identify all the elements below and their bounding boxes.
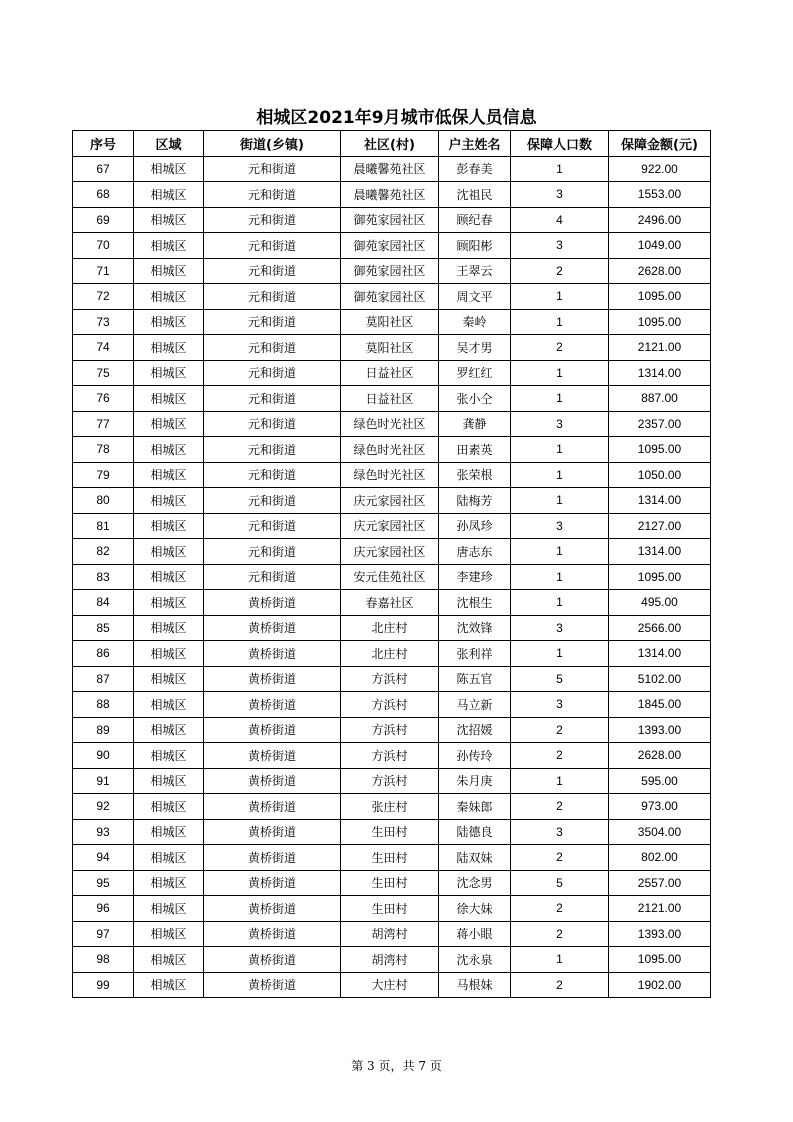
cell-community: 生田村 (341, 870, 439, 896)
cell-district: 相城区 (134, 156, 204, 182)
cell-index: 95 (73, 870, 134, 896)
table-row (73, 947, 711, 973)
cell-street: 元和街道 (204, 513, 341, 539)
cell-index: 89 (73, 717, 134, 743)
cell-street: 元和街道 (204, 360, 341, 386)
cell-householder: 罗红红 (439, 360, 511, 386)
cell-householder: 沈念男 (439, 870, 511, 896)
cell-householder: 孙凤珍 (439, 513, 511, 539)
table-row (73, 921, 711, 947)
cell-people-count: 1 (511, 437, 609, 463)
cell-community: 春嘉社区 (341, 590, 439, 616)
cell-people-count: 4 (511, 207, 609, 233)
cell-street: 元和街道 (204, 462, 341, 488)
table-row (73, 539, 711, 565)
cell-amount: 1393.00 (609, 717, 711, 743)
table-row (73, 717, 711, 743)
cell-index: 80 (73, 488, 134, 514)
cell-people-count: 3 (511, 182, 609, 208)
cell-community: 大庄村 (341, 972, 439, 998)
cell-community: 庆元家园社区 (341, 539, 439, 565)
cell-people-count: 1 (511, 564, 609, 590)
cell-amount: 1095.00 (609, 437, 711, 463)
cell-householder: 沈根生 (439, 590, 511, 616)
cell-amount: 1095.00 (609, 309, 711, 335)
cell-district: 相城区 (134, 335, 204, 361)
cell-index: 83 (73, 564, 134, 590)
cell-index: 96 (73, 896, 134, 922)
cell-district: 相城区 (134, 539, 204, 565)
cell-community: 方浜村 (341, 666, 439, 692)
cell-street: 元和街道 (204, 233, 341, 259)
cell-amount: 802.00 (609, 845, 711, 871)
cell-people-count: 1 (511, 768, 609, 794)
cell-street: 黄桥街道 (204, 666, 341, 692)
cell-householder: 张利祥 (439, 641, 511, 667)
cell-householder: 陆德良 (439, 819, 511, 845)
cell-index: 87 (73, 666, 134, 692)
cell-people-count: 2 (511, 845, 609, 871)
cell-people-count: 1 (511, 590, 609, 616)
cell-index: 85 (73, 615, 134, 641)
cell-amount: 973.00 (609, 794, 711, 820)
cell-householder: 沈祖民 (439, 182, 511, 208)
table-row (73, 641, 711, 667)
cell-amount: 2628.00 (609, 743, 711, 769)
cell-amount: 922.00 (609, 156, 711, 182)
cell-district: 相城区 (134, 666, 204, 692)
table-row (73, 564, 711, 590)
cell-street: 黄桥街道 (204, 972, 341, 998)
table-row (73, 666, 711, 692)
cell-street: 黄桥街道 (204, 717, 341, 743)
cell-amount: 2121.00 (609, 896, 711, 922)
cell-amount: 2557.00 (609, 870, 711, 896)
cell-community: 安元佳苑社区 (341, 564, 439, 590)
cell-community: 御苑家园社区 (341, 284, 439, 310)
table-row (73, 870, 711, 896)
cell-householder: 秦岭 (439, 309, 511, 335)
cell-district: 相城区 (134, 207, 204, 233)
cell-people-count: 2 (511, 921, 609, 947)
table-row (73, 590, 711, 616)
cell-people-count: 1 (511, 539, 609, 565)
cell-householder: 唐志东 (439, 539, 511, 565)
header-people-count: 保障人口数 (511, 131, 609, 157)
cell-street: 元和街道 (204, 309, 341, 335)
cell-householder: 徐大妹 (439, 896, 511, 922)
cell-street: 元和街道 (204, 258, 341, 284)
cell-index: 78 (73, 437, 134, 463)
cell-index: 79 (73, 462, 134, 488)
cell-people-count: 3 (511, 513, 609, 539)
cell-householder: 彭春美 (439, 156, 511, 182)
cell-amount: 1393.00 (609, 921, 711, 947)
table-row (73, 896, 711, 922)
cell-amount: 2496.00 (609, 207, 711, 233)
cell-amount: 2357.00 (609, 411, 711, 437)
cell-householder: 马立新 (439, 692, 511, 718)
cell-people-count: 3 (511, 233, 609, 259)
table-row (73, 335, 711, 361)
cell-district: 相城区 (134, 258, 204, 284)
cell-people-count: 5 (511, 666, 609, 692)
cell-community: 莫阳社区 (341, 309, 439, 335)
cell-amount: 1095.00 (609, 284, 711, 310)
cell-amount: 2566.00 (609, 615, 711, 641)
cell-street: 元和街道 (204, 335, 341, 361)
cell-index: 86 (73, 641, 134, 667)
cell-district: 相城区 (134, 437, 204, 463)
cell-householder: 孙传玲 (439, 743, 511, 769)
cell-amount: 1095.00 (609, 947, 711, 973)
cell-householder: 蒋小眼 (439, 921, 511, 947)
cell-street: 黄桥街道 (204, 743, 341, 769)
cell-community: 绿色时光社区 (341, 411, 439, 437)
cell-street: 元和街道 (204, 284, 341, 310)
header-index: 序号 (73, 131, 134, 157)
cell-householder: 朱月庚 (439, 768, 511, 794)
cell-street: 黄桥街道 (204, 615, 341, 641)
cell-street: 黄桥街道 (204, 870, 341, 896)
cell-district: 相城区 (134, 360, 204, 386)
cell-community: 北庄村 (341, 641, 439, 667)
cell-amount: 5102.00 (609, 666, 711, 692)
cell-community: 绿色时光社区 (341, 437, 439, 463)
table-row (73, 462, 711, 488)
cell-district: 相城区 (134, 641, 204, 667)
cell-amount: 887.00 (609, 386, 711, 412)
cell-street: 元和街道 (204, 207, 341, 233)
welfare-table (72, 130, 711, 998)
cell-householder: 张小仝 (439, 386, 511, 412)
cell-index: 75 (73, 360, 134, 386)
cell-district: 相城区 (134, 921, 204, 947)
cell-people-count: 2 (511, 794, 609, 820)
cell-street: 黄桥街道 (204, 768, 341, 794)
cell-amount: 3504.00 (609, 819, 711, 845)
cell-district: 相城区 (134, 896, 204, 922)
header-community: 社区(村) (341, 131, 439, 157)
cell-community: 莫阳社区 (341, 335, 439, 361)
cell-district: 相城区 (134, 462, 204, 488)
cell-people-count: 5 (511, 870, 609, 896)
cell-district: 相城区 (134, 819, 204, 845)
cell-people-count: 2 (511, 743, 609, 769)
cell-people-count: 2 (511, 717, 609, 743)
cell-people-count: 2 (511, 972, 609, 998)
cell-district: 相城区 (134, 692, 204, 718)
cell-householder: 沈招媛 (439, 717, 511, 743)
cell-householder: 龚静 (439, 411, 511, 437)
cell-community: 方浜村 (341, 717, 439, 743)
cell-street: 元和街道 (204, 564, 341, 590)
cell-householder: 王翠云 (439, 258, 511, 284)
cell-index: 94 (73, 845, 134, 871)
cell-householder: 张荣根 (439, 462, 511, 488)
cell-amount: 595.00 (609, 768, 711, 794)
cell-amount: 1050.00 (609, 462, 711, 488)
cell-amount: 1845.00 (609, 692, 711, 718)
cell-people-count: 2 (511, 896, 609, 922)
cell-index: 91 (73, 768, 134, 794)
cell-community: 生田村 (341, 845, 439, 871)
cell-householder: 顾阳彬 (439, 233, 511, 259)
cell-street: 元和街道 (204, 182, 341, 208)
cell-street: 黄桥街道 (204, 845, 341, 871)
cell-index: 92 (73, 794, 134, 820)
cell-community: 日益社区 (341, 360, 439, 386)
cell-street: 元和街道 (204, 386, 341, 412)
cell-index: 67 (73, 156, 134, 182)
cell-street: 黄桥街道 (204, 692, 341, 718)
cell-community: 庆元家园社区 (341, 488, 439, 514)
table-row (73, 692, 711, 718)
cell-community: 张庄村 (341, 794, 439, 820)
table-row (73, 437, 711, 463)
table-row (73, 819, 711, 845)
cell-amount: 1314.00 (609, 488, 711, 514)
cell-district: 相城区 (134, 768, 204, 794)
cell-community: 庆元家园社区 (341, 513, 439, 539)
header-householder: 户主姓名 (439, 131, 511, 157)
table-row (73, 360, 711, 386)
cell-community: 方浜村 (341, 768, 439, 794)
table-header-row (73, 131, 711, 157)
cell-householder: 周文平 (439, 284, 511, 310)
header-district: 区域 (134, 131, 204, 157)
cell-householder: 顾纪春 (439, 207, 511, 233)
cell-district: 相城区 (134, 972, 204, 998)
cell-community: 生田村 (341, 819, 439, 845)
cell-community: 日益社区 (341, 386, 439, 412)
cell-index: 90 (73, 743, 134, 769)
cell-street: 黄桥街道 (204, 921, 341, 947)
table-row (73, 411, 711, 437)
cell-householder: 陆梅芳 (439, 488, 511, 514)
cell-people-count: 3 (511, 615, 609, 641)
cell-street: 元和街道 (204, 488, 341, 514)
table-row (73, 207, 711, 233)
cell-amount: 2628.00 (609, 258, 711, 284)
cell-householder: 吴才男 (439, 335, 511, 361)
cell-index: 81 (73, 513, 134, 539)
cell-community: 晨曦馨苑社区 (341, 156, 439, 182)
cell-district: 相城区 (134, 743, 204, 769)
cell-district: 相城区 (134, 284, 204, 310)
cell-amount: 1553.00 (609, 182, 711, 208)
cell-street: 黄桥街道 (204, 896, 341, 922)
cell-index: 73 (73, 309, 134, 335)
cell-community: 方浜村 (341, 743, 439, 769)
table-row (73, 182, 711, 208)
cell-district: 相城区 (134, 717, 204, 743)
cell-district: 相城区 (134, 845, 204, 871)
cell-district: 相城区 (134, 615, 204, 641)
cell-community: 晨曦馨苑社区 (341, 182, 439, 208)
cell-street: 元和街道 (204, 437, 341, 463)
cell-district: 相城区 (134, 590, 204, 616)
cell-index: 69 (73, 207, 134, 233)
cell-index: 97 (73, 921, 134, 947)
cell-people-count: 3 (511, 819, 609, 845)
cell-householder: 沈效锋 (439, 615, 511, 641)
cell-people-count: 2 (511, 335, 609, 361)
cell-district: 相城区 (134, 386, 204, 412)
cell-street: 黄桥街道 (204, 641, 341, 667)
cell-district: 相城区 (134, 947, 204, 973)
table-row (73, 845, 711, 871)
table-row (73, 743, 711, 769)
cell-index: 70 (73, 233, 134, 259)
cell-street: 黄桥街道 (204, 947, 341, 973)
table-row (73, 386, 711, 412)
cell-people-count: 1 (511, 641, 609, 667)
cell-index: 93 (73, 819, 134, 845)
cell-index: 76 (73, 386, 134, 412)
cell-people-count: 1 (511, 360, 609, 386)
cell-index: 88 (73, 692, 134, 718)
cell-householder: 李建珍 (439, 564, 511, 590)
cell-householder: 秦妹郎 (439, 794, 511, 820)
cell-householder: 陈五官 (439, 666, 511, 692)
cell-street: 元和街道 (204, 411, 341, 437)
cell-index: 68 (73, 182, 134, 208)
cell-index: 77 (73, 411, 134, 437)
cell-people-count: 1 (511, 386, 609, 412)
cell-people-count: 1 (511, 462, 609, 488)
table-row (73, 258, 711, 284)
cell-people-count: 1 (511, 284, 609, 310)
cell-amount: 1314.00 (609, 641, 711, 667)
cell-people-count: 1 (511, 156, 609, 182)
cell-people-count: 1 (511, 947, 609, 973)
cell-people-count: 2 (511, 258, 609, 284)
table-row (73, 488, 711, 514)
cell-community: 胡湾村 (341, 947, 439, 973)
cell-amount: 1095.00 (609, 564, 711, 590)
cell-community: 御苑家园社区 (341, 233, 439, 259)
cell-index: 74 (73, 335, 134, 361)
table-row (73, 309, 711, 335)
cell-district: 相城区 (134, 794, 204, 820)
cell-householder: 田素英 (439, 437, 511, 463)
cell-people-count: 1 (511, 488, 609, 514)
cell-amount: 1314.00 (609, 360, 711, 386)
cell-index: 72 (73, 284, 134, 310)
cell-amount: 495.00 (609, 590, 711, 616)
cell-index: 84 (73, 590, 134, 616)
cell-street: 元和街道 (204, 156, 341, 182)
cell-district: 相城区 (134, 182, 204, 208)
cell-street: 黄桥街道 (204, 590, 341, 616)
cell-community: 御苑家园社区 (341, 258, 439, 284)
cell-index: 98 (73, 947, 134, 973)
cell-amount: 2127.00 (609, 513, 711, 539)
cell-householder: 陆双妹 (439, 845, 511, 871)
cell-index: 71 (73, 258, 134, 284)
page-title: 相城区2021年9月城市低保人员信息 (256, 108, 537, 128)
cell-people-count: 3 (511, 411, 609, 437)
cell-community: 生田村 (341, 896, 439, 922)
cell-district: 相城区 (134, 488, 204, 514)
header-street: 街道(乡镇) (204, 131, 341, 157)
table-row (73, 794, 711, 820)
cell-district: 相城区 (134, 309, 204, 335)
cell-district: 相城区 (134, 564, 204, 590)
cell-street: 元和街道 (204, 539, 341, 565)
cell-community: 方浜村 (341, 692, 439, 718)
cell-district: 相城区 (134, 233, 204, 259)
cell-district: 相城区 (134, 870, 204, 896)
page-footer: 第 3 页，共 7 页 (351, 1059, 442, 1073)
cell-amount: 1049.00 (609, 233, 711, 259)
table-row (73, 233, 711, 259)
cell-amount: 2121.00 (609, 335, 711, 361)
table-row (73, 156, 711, 182)
cell-district: 相城区 (134, 513, 204, 539)
cell-community: 北庄村 (341, 615, 439, 641)
table-row (73, 972, 711, 998)
table-row (73, 284, 711, 310)
cell-community: 绿色时光社区 (341, 462, 439, 488)
table-row (73, 768, 711, 794)
cell-index: 99 (73, 972, 134, 998)
cell-street: 黄桥街道 (204, 819, 341, 845)
cell-householder: 沈永泉 (439, 947, 511, 973)
header-amount: 保障金额(元) (609, 131, 711, 157)
cell-index: 82 (73, 539, 134, 565)
cell-community: 胡湾村 (341, 921, 439, 947)
cell-street: 黄桥街道 (204, 794, 341, 820)
cell-householder: 马根妹 (439, 972, 511, 998)
cell-district: 相城区 (134, 411, 204, 437)
table-row (73, 513, 711, 539)
cell-people-count: 1 (511, 309, 609, 335)
cell-amount: 1314.00 (609, 539, 711, 565)
cell-community: 御苑家园社区 (341, 207, 439, 233)
cell-people-count: 3 (511, 692, 609, 718)
cell-amount: 1902.00 (609, 972, 711, 998)
table-row (73, 615, 711, 641)
